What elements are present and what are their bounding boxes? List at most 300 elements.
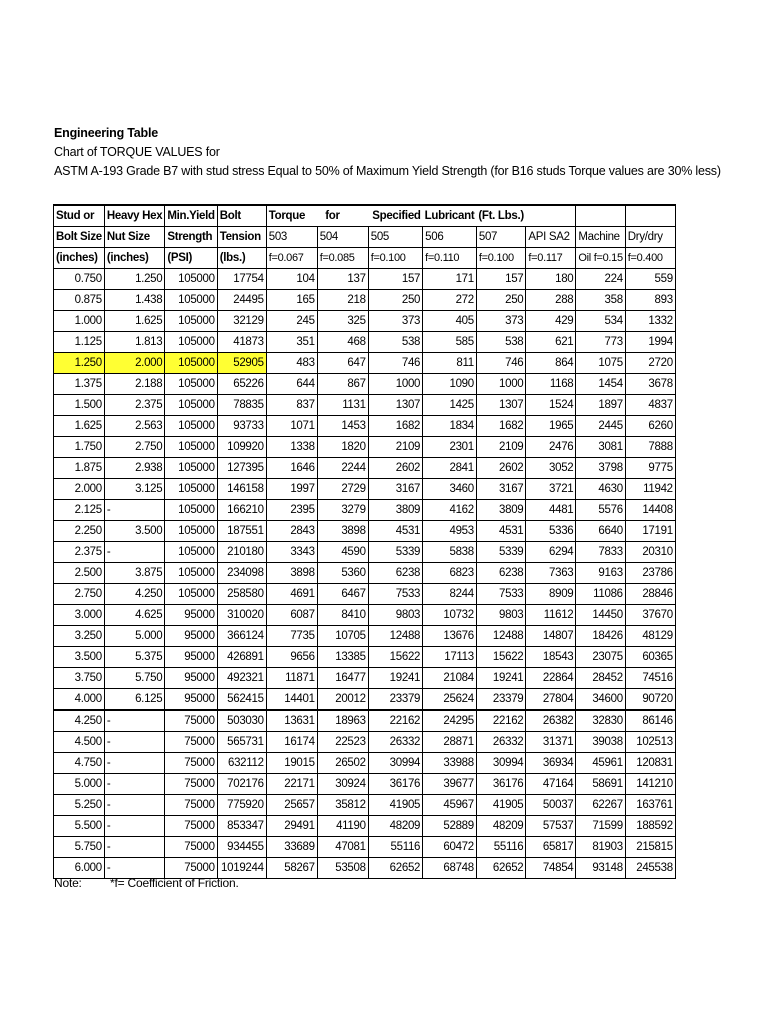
table-cell: 20310 xyxy=(625,542,675,563)
header-row-2 xyxy=(54,227,676,248)
table-row xyxy=(54,311,676,332)
header-cell: Bolt Size xyxy=(54,227,105,248)
table-cell: 14807 xyxy=(526,626,576,647)
table-cell: 5.250 xyxy=(54,795,105,816)
table-cell: 11871 xyxy=(266,668,317,689)
table-cell: 1071 xyxy=(266,416,317,437)
table-cell: 503030 xyxy=(217,710,266,732)
table-cell: 1454 xyxy=(576,374,625,395)
table-cell: 2.000 xyxy=(104,353,164,374)
header-cell: Nut Size xyxy=(104,227,164,248)
table-row xyxy=(54,668,676,689)
table-cell: 4.625 xyxy=(104,605,164,626)
table-cell: 55116 xyxy=(476,837,526,858)
table-cell: 14450 xyxy=(576,605,625,626)
table-cell: 1425 xyxy=(423,395,477,416)
table-cell: 647 xyxy=(317,353,368,374)
header-cell: (Ft. Lbs.) xyxy=(476,205,526,227)
table-cell: 429 xyxy=(526,311,576,332)
table-cell: 5.000 xyxy=(54,774,105,795)
table-cell: 1994 xyxy=(625,332,675,353)
table-cell: 41190 xyxy=(317,816,368,837)
table-cell: 621 xyxy=(526,332,576,353)
table-cell: 644 xyxy=(266,374,317,395)
table-cell: 3.125 xyxy=(104,479,164,500)
table-cell: 127395 xyxy=(217,458,266,479)
table-cell: 3.000 xyxy=(54,605,105,626)
table-cell: 25657 xyxy=(266,795,317,816)
table-cell: 2476 xyxy=(526,437,576,458)
table-cell: 215815 xyxy=(625,837,675,858)
table-cell: 93148 xyxy=(576,858,625,879)
table-cell: 1.875 xyxy=(54,458,105,479)
table-cell: 4.000 xyxy=(54,689,105,711)
table-cell: 7888 xyxy=(625,437,675,458)
table-cell: 746 xyxy=(476,353,526,374)
table-cell: 426891 xyxy=(217,647,266,668)
table-cell: 30924 xyxy=(317,774,368,795)
table-cell: 7363 xyxy=(526,563,576,584)
table-cell: 3809 xyxy=(476,500,526,521)
table-row xyxy=(54,647,676,668)
table-cell: 1000 xyxy=(476,374,526,395)
table-cell: - xyxy=(104,542,164,563)
table-cell: 6294 xyxy=(526,542,576,563)
table-cell: 31371 xyxy=(526,732,576,753)
table-cell: 90720 xyxy=(625,689,675,711)
table-cell: 62267 xyxy=(576,795,625,816)
table-cell: 5576 xyxy=(576,500,625,521)
table-cell: 74854 xyxy=(526,858,576,879)
table-cell: 3.500 xyxy=(54,647,105,668)
header-cell: f=0.110 xyxy=(423,248,477,269)
table-cell: 2.125 xyxy=(54,500,105,521)
table-cell: 9803 xyxy=(368,605,422,626)
table-row xyxy=(54,290,676,311)
table-cell: 21084 xyxy=(423,668,477,689)
table-cell: 358 xyxy=(576,290,625,311)
table-cell: 24495 xyxy=(217,290,266,311)
table-cell: 75000 xyxy=(165,858,217,879)
table-cell: 30994 xyxy=(368,753,422,774)
table-cell: 2.375 xyxy=(104,395,164,416)
header-cell: Bolt xyxy=(217,205,266,227)
header-cell-empty xyxy=(526,205,576,227)
table-cell: 141210 xyxy=(625,774,675,795)
table-cell: 2244 xyxy=(317,458,368,479)
table-cell: 245 xyxy=(266,311,317,332)
table-cell: 3798 xyxy=(576,458,625,479)
table-cell: 288 xyxy=(526,290,576,311)
table-cell: 3052 xyxy=(526,458,576,479)
table-cell: 60365 xyxy=(625,647,675,668)
table-cell: 5360 xyxy=(317,563,368,584)
table-cell: 146158 xyxy=(217,479,266,500)
table-cell: 26332 xyxy=(476,732,526,753)
table-row xyxy=(54,626,676,647)
header-cell: for xyxy=(317,205,368,227)
table-cell: 171 xyxy=(423,269,477,290)
table-cell: 28871 xyxy=(423,732,477,753)
table-cell: 33988 xyxy=(423,753,477,774)
table-cell: 1.125 xyxy=(54,332,105,353)
table-cell: 2.375 xyxy=(54,542,105,563)
table-cell: 250 xyxy=(476,290,526,311)
header-cell: 504 xyxy=(317,227,368,248)
table-cell: - xyxy=(104,858,164,879)
table-cell: 6238 xyxy=(368,563,422,584)
table-cell: 187551 xyxy=(217,521,266,542)
table-cell: 1168 xyxy=(526,374,576,395)
table-cell: 3.250 xyxy=(54,626,105,647)
table-cell: 39677 xyxy=(423,774,477,795)
table-cell: 58691 xyxy=(576,774,625,795)
table-cell: - xyxy=(104,710,164,732)
table-cell: 4691 xyxy=(266,584,317,605)
table-cell: 2109 xyxy=(368,437,422,458)
table-cell: 1.000 xyxy=(54,311,105,332)
table-cell: 22171 xyxy=(266,774,317,795)
table-cell: 1997 xyxy=(266,479,317,500)
table-cell: 105000 xyxy=(165,437,217,458)
table-cell: 109920 xyxy=(217,437,266,458)
page-title: Engineering Table xyxy=(54,126,159,140)
table-cell: 9775 xyxy=(625,458,675,479)
header-cell: API SA2 xyxy=(526,227,576,248)
table-cell: 5.750 xyxy=(104,668,164,689)
table-cell: 14408 xyxy=(625,500,675,521)
table-cell: 16174 xyxy=(266,732,317,753)
header-cell: f=0.067 xyxy=(266,248,317,269)
table-cell: 41905 xyxy=(368,795,422,816)
table-cell: 95000 xyxy=(165,626,217,647)
footnote xyxy=(54,876,239,890)
table-cell: 5.000 xyxy=(104,626,164,647)
table-row xyxy=(54,753,676,774)
table-cell: 3898 xyxy=(317,521,368,542)
header-cell: f=0.100 xyxy=(368,248,422,269)
table-cell: 32830 xyxy=(576,710,625,732)
table-cell: 104 xyxy=(266,269,317,290)
table-cell: 1075 xyxy=(576,353,625,374)
table-cell: 746 xyxy=(368,353,422,374)
table-cell: 105000 xyxy=(165,332,217,353)
table-cell: 864 xyxy=(526,353,576,374)
table-cell: 0.875 xyxy=(54,290,105,311)
table-cell: 50037 xyxy=(526,795,576,816)
table-cell: 60472 xyxy=(423,837,477,858)
table-row xyxy=(54,774,676,795)
table-cell: 105000 xyxy=(165,584,217,605)
title-block xyxy=(54,124,721,181)
header-cell-empty xyxy=(625,205,675,227)
header-row-3 xyxy=(54,248,676,269)
note-label: Note: xyxy=(54,876,82,890)
table-cell: 105000 xyxy=(165,269,217,290)
header-cell: (PSI) xyxy=(165,248,217,269)
table-cell: 15622 xyxy=(368,647,422,668)
table-cell: 1131 xyxy=(317,395,368,416)
table-cell: 218 xyxy=(317,290,368,311)
table-cell: 3.875 xyxy=(104,563,164,584)
table-cell: 1090 xyxy=(423,374,477,395)
table-row xyxy=(54,732,676,753)
table-cell: 562415 xyxy=(217,689,266,711)
table-cell: 37670 xyxy=(625,605,675,626)
table-cell: 34600 xyxy=(576,689,625,711)
table-cell: 1646 xyxy=(266,458,317,479)
table-cell: 9803 xyxy=(476,605,526,626)
table-cell: 18543 xyxy=(526,647,576,668)
table-cell: 8410 xyxy=(317,605,368,626)
table-cell: 1834 xyxy=(423,416,477,437)
table-row xyxy=(54,563,676,584)
table-cell: 632112 xyxy=(217,753,266,774)
table-cell: 3721 xyxy=(526,479,576,500)
table-cell: 224 xyxy=(576,269,625,290)
table-cell: 250 xyxy=(368,290,422,311)
table-row xyxy=(54,332,676,353)
table-cell: 9656 xyxy=(266,647,317,668)
table-cell: 47164 xyxy=(526,774,576,795)
table-cell: 1453 xyxy=(317,416,368,437)
table-cell: 53508 xyxy=(317,858,368,879)
table-cell: 68748 xyxy=(423,858,477,879)
table-cell: 538 xyxy=(476,332,526,353)
table-cell: 105000 xyxy=(165,563,217,584)
table-row xyxy=(54,521,676,542)
table-cell: 4481 xyxy=(526,500,576,521)
header-cell: (inches) xyxy=(54,248,105,269)
table-cell: 351 xyxy=(266,332,317,353)
table-cell: 245538 xyxy=(625,858,675,879)
table-row xyxy=(54,816,676,837)
table-cell: 1.625 xyxy=(104,311,164,332)
table-cell: 5336 xyxy=(526,521,576,542)
table-cell: 6.000 xyxy=(54,858,105,879)
table-row xyxy=(54,269,676,290)
table-row xyxy=(54,795,676,816)
table-cell: 4590 xyxy=(317,542,368,563)
table-cell: 2729 xyxy=(317,479,368,500)
table-cell: 483 xyxy=(266,353,317,374)
table-cell: 8244 xyxy=(423,584,477,605)
table-cell: 13676 xyxy=(423,626,477,647)
table-cell: 3167 xyxy=(476,479,526,500)
table-cell: - xyxy=(104,774,164,795)
table-cell: 2843 xyxy=(266,521,317,542)
table-cell: 3.500 xyxy=(104,521,164,542)
table-row xyxy=(54,500,676,521)
table-cell: 10732 xyxy=(423,605,477,626)
table-cell: 7735 xyxy=(266,626,317,647)
table-cell: 1.625 xyxy=(54,416,105,437)
table-cell: 55116 xyxy=(368,837,422,858)
table-cell: 33689 xyxy=(266,837,317,858)
table-cell: 773 xyxy=(576,332,625,353)
table-cell: 468 xyxy=(317,332,368,353)
table-cell: 62652 xyxy=(476,858,526,879)
table-cell: 2841 xyxy=(423,458,477,479)
table-cell: 26332 xyxy=(368,732,422,753)
table-cell: 36176 xyxy=(476,774,526,795)
table-cell: 1965 xyxy=(526,416,576,437)
table-cell: 17191 xyxy=(625,521,675,542)
table-cell: 234098 xyxy=(217,563,266,584)
table-cell: 492321 xyxy=(217,668,266,689)
table-cell: 52889 xyxy=(423,816,477,837)
table-cell: 23786 xyxy=(625,563,675,584)
table-cell: 29491 xyxy=(266,816,317,837)
table-cell: 6260 xyxy=(625,416,675,437)
table-cell: 27804 xyxy=(526,689,576,711)
table-cell: 157 xyxy=(476,269,526,290)
table-cell: 4837 xyxy=(625,395,675,416)
table-cell: 3.750 xyxy=(54,668,105,689)
table-cell: 166210 xyxy=(217,500,266,521)
table-cell: 2.750 xyxy=(104,437,164,458)
table-cell: 7533 xyxy=(368,584,422,605)
table-cell: 6467 xyxy=(317,584,368,605)
table-cell: 11086 xyxy=(576,584,625,605)
table-cell: 75000 xyxy=(165,816,217,837)
table-cell: 2395 xyxy=(266,500,317,521)
table-cell: 2.188 xyxy=(104,374,164,395)
table-cell: 4.750 xyxy=(54,753,105,774)
table-cell: 2.000 xyxy=(54,479,105,500)
table-cell: 4162 xyxy=(423,500,477,521)
table-cell: 3809 xyxy=(368,500,422,521)
table-cell: 5.375 xyxy=(104,647,164,668)
table-cell: 559 xyxy=(625,269,675,290)
table-cell: 28846 xyxy=(625,584,675,605)
table-cell: 81903 xyxy=(576,837,625,858)
table-cell: 71599 xyxy=(576,816,625,837)
header-cell: Stud or xyxy=(54,205,105,227)
table-cell: 74516 xyxy=(625,668,675,689)
table-cell: 775920 xyxy=(217,795,266,816)
table-cell: 11942 xyxy=(625,479,675,500)
table-cell: 12488 xyxy=(476,626,526,647)
table-cell: 1338 xyxy=(266,437,317,458)
table-cell: 3460 xyxy=(423,479,477,500)
table-cell: 39038 xyxy=(576,732,625,753)
table-cell: 105000 xyxy=(165,521,217,542)
table-cell: 36934 xyxy=(526,753,576,774)
table-cell: 853347 xyxy=(217,816,266,837)
table-cell: 2720 xyxy=(625,353,675,374)
table-cell: 48209 xyxy=(368,816,422,837)
table-cell: 20012 xyxy=(317,689,368,711)
table-cell: 93733 xyxy=(217,416,266,437)
header-cell: Oil f=0.15 xyxy=(576,248,625,269)
table-cell: - xyxy=(104,816,164,837)
table-cell: 1820 xyxy=(317,437,368,458)
table-cell: 10705 xyxy=(317,626,368,647)
table-cell: 3898 xyxy=(266,563,317,584)
table-row xyxy=(54,542,676,563)
table-cell: 534 xyxy=(576,311,625,332)
table-cell: 2.250 xyxy=(54,521,105,542)
table-cell: 75000 xyxy=(165,795,217,816)
header-cell: f=0.100 xyxy=(476,248,526,269)
table-row xyxy=(54,395,676,416)
table-cell: 2.563 xyxy=(104,416,164,437)
table-cell: 1307 xyxy=(476,395,526,416)
table-cell: 105000 xyxy=(165,479,217,500)
table-cell: 702176 xyxy=(217,774,266,795)
table-cell: 23379 xyxy=(368,689,422,711)
table-cell: 0.750 xyxy=(54,269,105,290)
table-cell: 18426 xyxy=(576,626,625,647)
table-cell: 22162 xyxy=(476,710,526,732)
table-cell: 1.500 xyxy=(54,395,105,416)
table-cell: 1.750 xyxy=(54,437,105,458)
table-cell: 4531 xyxy=(476,521,526,542)
table-cell: 11612 xyxy=(526,605,576,626)
header-cell: Specified xyxy=(368,205,422,227)
note-text: *f= Coefficient of Friction. xyxy=(110,876,239,890)
table-row xyxy=(54,584,676,605)
table-cell: 22162 xyxy=(368,710,422,732)
header-cell: Heavy Hex xyxy=(104,205,164,227)
table-cell: 19241 xyxy=(368,668,422,689)
header-cell: Strength xyxy=(165,227,217,248)
table-cell: 1682 xyxy=(368,416,422,437)
table-cell: 405 xyxy=(423,311,477,332)
table-cell: 811 xyxy=(423,353,477,374)
table-cell: 2.938 xyxy=(104,458,164,479)
header-cell: 505 xyxy=(368,227,422,248)
table-cell: - xyxy=(104,732,164,753)
table-cell: 12488 xyxy=(368,626,422,647)
table-cell: 1332 xyxy=(625,311,675,332)
table-cell: 65817 xyxy=(526,837,576,858)
table-cell: 310020 xyxy=(217,605,266,626)
table-row xyxy=(54,437,676,458)
table-cell: 3343 xyxy=(266,542,317,563)
header-cell: Min.Yield xyxy=(165,205,217,227)
table-cell: 26382 xyxy=(526,710,576,732)
header-cell: 506 xyxy=(423,227,477,248)
table-cell: 105000 xyxy=(165,311,217,332)
page-subtitle: Chart of TORQUE VALUES for xyxy=(54,145,220,159)
table-cell: 14401 xyxy=(266,689,317,711)
table-cell: 48209 xyxy=(476,816,526,837)
table-cell: 36176 xyxy=(368,774,422,795)
table-cell: 105000 xyxy=(165,500,217,521)
table-cell: 13385 xyxy=(317,647,368,668)
table-cell: 35812 xyxy=(317,795,368,816)
table-cell: 57537 xyxy=(526,816,576,837)
table-cell: 86146 xyxy=(625,710,675,732)
table-cell: 95000 xyxy=(165,605,217,626)
header-cell: f=0.085 xyxy=(317,248,368,269)
table-cell: 6640 xyxy=(576,521,625,542)
header-cell: Torque xyxy=(266,205,317,227)
table-cell: 165 xyxy=(266,290,317,311)
table-cell: 1307 xyxy=(368,395,422,416)
table-cell: 2.750 xyxy=(54,584,105,605)
table-row xyxy=(54,374,676,395)
table-cell: 2445 xyxy=(576,416,625,437)
table-cell: 45967 xyxy=(423,795,477,816)
table-row xyxy=(54,458,676,479)
table-cell: 105000 xyxy=(165,353,217,374)
table-cell: 47081 xyxy=(317,837,368,858)
table-cell: 893 xyxy=(625,290,675,311)
table-cell: 25624 xyxy=(423,689,477,711)
